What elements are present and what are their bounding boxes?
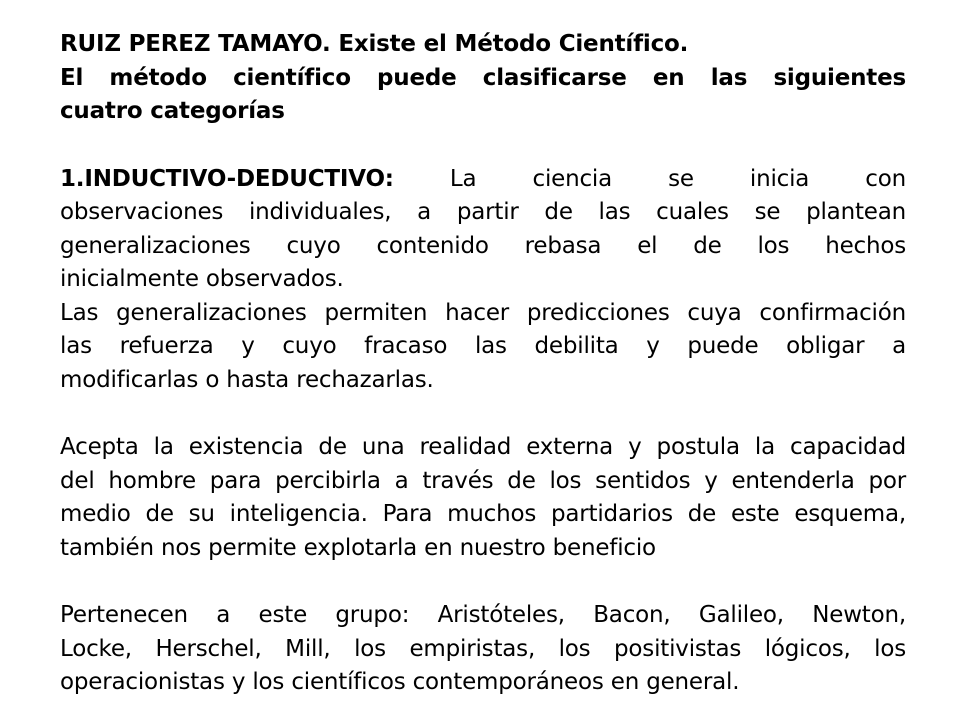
paragraph3-line-1: Acepta la existencia de una realidad externa y postula la capacidad (60, 434, 906, 460)
section1-heading: 1.INDUCTIVO-DEDUCTIVO: (60, 165, 394, 192)
title-line: RUIZ PEREZ TAMAYO. Existe el Método Científico. (60, 31, 689, 57)
spacer (60, 129, 906, 163)
paragraph2-line-3: modificarlas o hasta rechazarlas. (60, 366, 434, 393)
subtitle-line-2: cuatro categorías (60, 98, 285, 124)
section1-line-1-text: La ciencia se inicia con (449, 165, 906, 192)
paragraph4-line-1: Pertenecen a este grupo: Aristóteles, Bacon, Galileo, Newton, (60, 602, 906, 628)
subtitle-line-1: El método científico puede clasificarse en las siguientes (60, 64, 906, 91)
section1-line-1 (60, 163, 906, 197)
section1-line-4: inicialmente observados. (60, 266, 344, 292)
spacer (60, 397, 906, 431)
paragraph3-line-4: también nos permite explotarla en nuestro beneficio (60, 534, 656, 561)
paragraph4-line-2: Locke, Herschel, Mill, los empiristas, los positivistas lógicos, los (60, 635, 906, 662)
section1-line-2: observaciones individuales, a partir de las cuales se plantean (60, 199, 906, 225)
paragraph4-line-3: operacionistas y los científicos contemporáneos en general. (60, 669, 740, 695)
paragraph3-line-3: medio de su inteligencia. Para muchos partidarios de este esquema, (60, 501, 906, 527)
spacer (60, 565, 906, 599)
paragraph3-line-2: del hombre para percibirla a través de los sentidos y entenderla por (60, 467, 906, 494)
paragraph2-line-1: Las generalizaciones permiten hacer predicciones cuya confirmación (60, 299, 906, 326)
slide-text-body (60, 28, 906, 700)
section1-line-3: generalizaciones cuyo contenido rebasa el de los hechos (60, 232, 906, 259)
paragraph2-line-2: las refuerza y cuyo fracaso las debilita y puede obligar a (60, 333, 906, 359)
